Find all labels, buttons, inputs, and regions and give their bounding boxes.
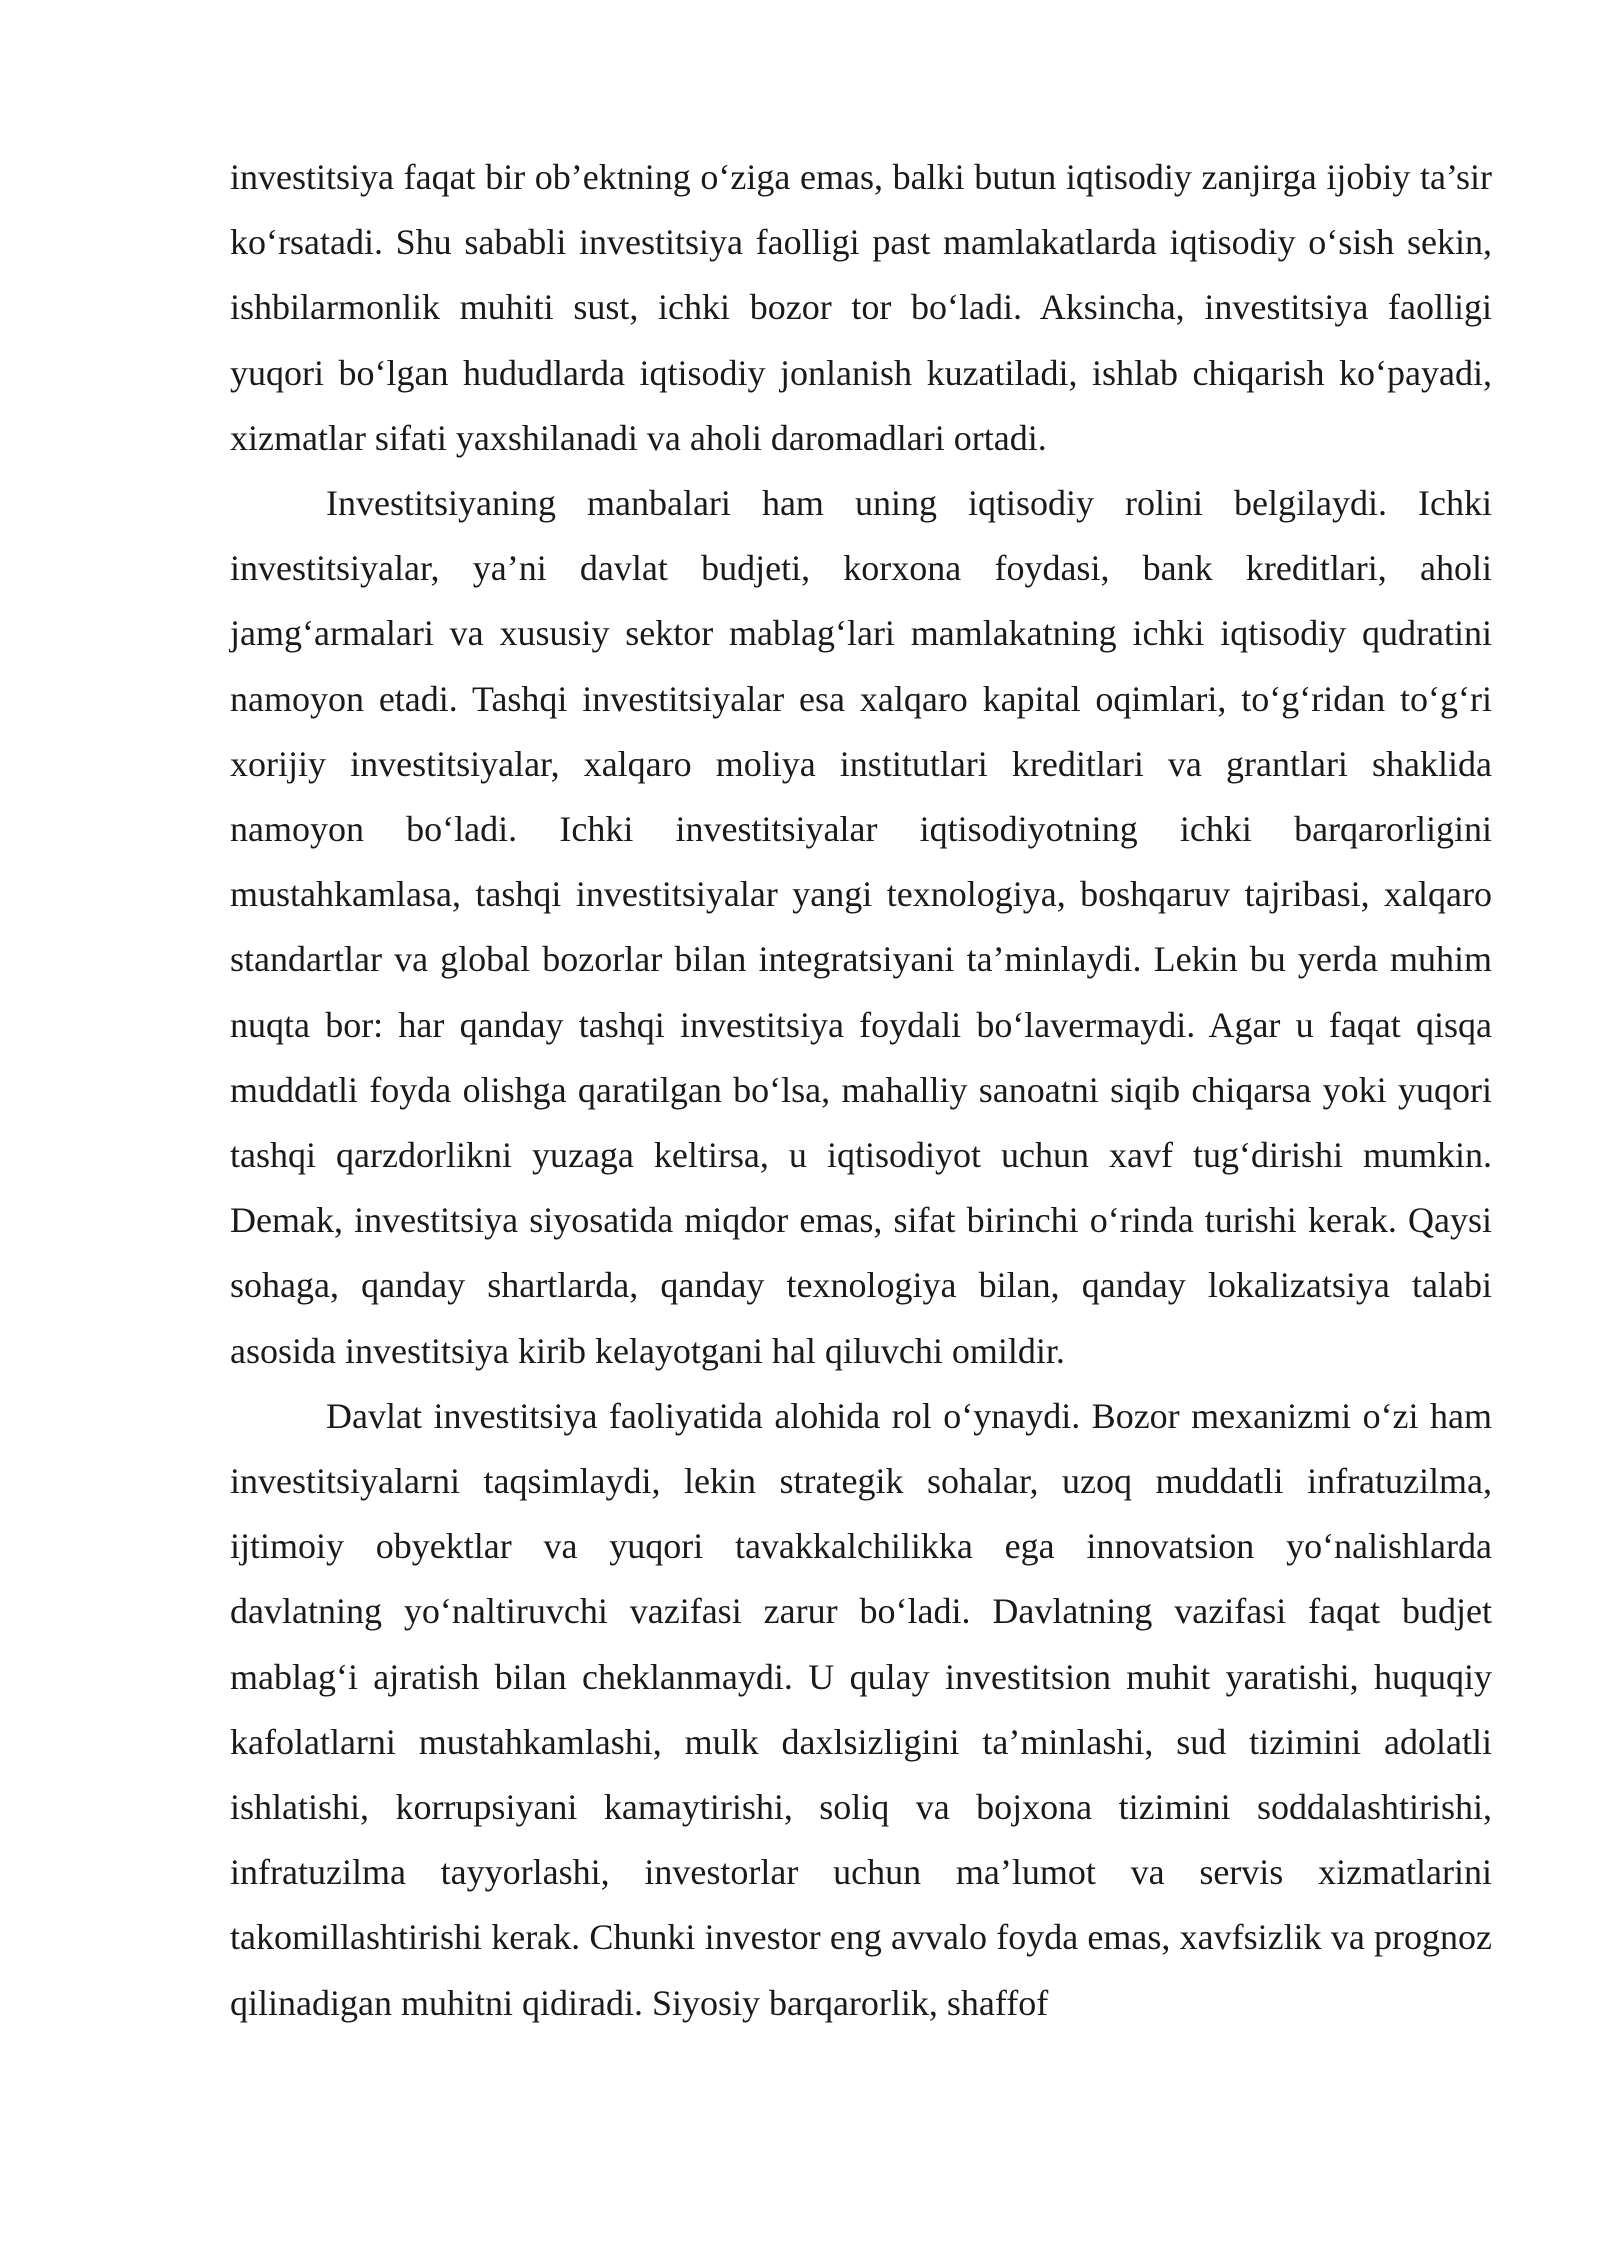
paragraph-3: Davlat investitsiya faoliyatida alohida rol o‘ynaydi. Bozor mexanizmi o‘zi ham investitsiyalarni taqsimlaydi, lekin strategik sohalar, uzoq muddatli infratuzilma, ijtimoiy obyektlar va yuqori tavakkalchilikka ega innovatsion yo‘nalishlarda davlatning yo‘naltiruvchi vazifasi zarur bo‘ladi. Davlatning vazifasi faqat budjet mablag‘i ajratish bilan cheklanmaydi. U qulay investitsion muhit yaratishi, huquqiy kafolatlarni mustahkamlashi, mulk daxlsizligini ta’minlashi, sud tizimini adolatli ishlatishi, korrupsiyani kamaytirishi, soliq va bojxona tizimini soddalashtirishi, infratuzilma tayyorlashi, investorlar uchun ma’lumot va servis xizmatlarini takomillashtirishi kerak. Chunki investor eng avvalo foyda emas, xavfsizlik va prognoz qilinadigan muhitni qidiradi. Siyosiy barqarorlik, shaffof (230, 1395, 1492, 2023)
paragraph-1: investitsiya faqat bir ob’ektning o‘ziga emas, balki butun iqtisodiy zanjirga ijobiy ta’sir ko‘rsatadi. Shu sababli investitsiya faolligi past mamlakatlarda iqtisodiy o‘sish sekin, ishbilarmonlik muhiti sust, ichki bozor tor bo‘ladi. Aksincha, investitsiya faolligi yuqori bo‘lgan hududlarda iqtisodiy jonlanish kuzatiladi, ishlab chiqarish ko‘payadi, xizmatlar sifati yaxshilanadi va aholi daromadlari ortadi. (230, 157, 1492, 458)
body-text (230, 145, 1492, 2036)
paragraph-2: Investitsiyaning manbalari ham uning iqtisodiy rolini belgilaydi. Ichki investitsiyalar, ya’ni davlat budjeti, korxona foydasi, bank kreditlari, aholi jamg‘armalari va xususiy sektor mablag‘lari mamlakatning ichki iqtisodiy qudratini namoyon etadi. Tashqi investitsiyalar esa xalqaro kapital oqimlari, to‘g‘ridan to‘g‘ri xorijiy investitsiyalar, xalqaro moliya institutlari kreditlari va grantlari shaklida namoyon bo‘ladi. Ichki investitsiyalar iqtisodiyotning ichki barqarorligini mustahkamlasa, tashqi investitsiyalar yangi texnologiya, boshqaruv tajribasi, xalqaro standartlar va global bozorlar bilan integratsiyani ta’minlaydi. Lekin bu yerda muhim nuqta bor: har qanday tashqi investitsiya foydali bo‘lavermaydi. Agar u faqat qisqa muddatli foyda olishga qaratilgan bo‘lsa, mahalliy sanoatni siqib chiqarsa yoki yuqori tashqi qarzdorlikni yuzaga keltirsa, u iqtisodiyot uchun xavf tug‘dirishi mumkin. Demak, investitsiya siyosatida miqdor emas, sifat birinchi o‘rinda turishi kerak. Qaysi sohaga, qanday shartlarda, qanday texnologiya bilan, qanday lokalizatsiya talabi asosida investitsiya kirib kelayotgani hal qiluvchi omildir. (230, 483, 1492, 1371)
